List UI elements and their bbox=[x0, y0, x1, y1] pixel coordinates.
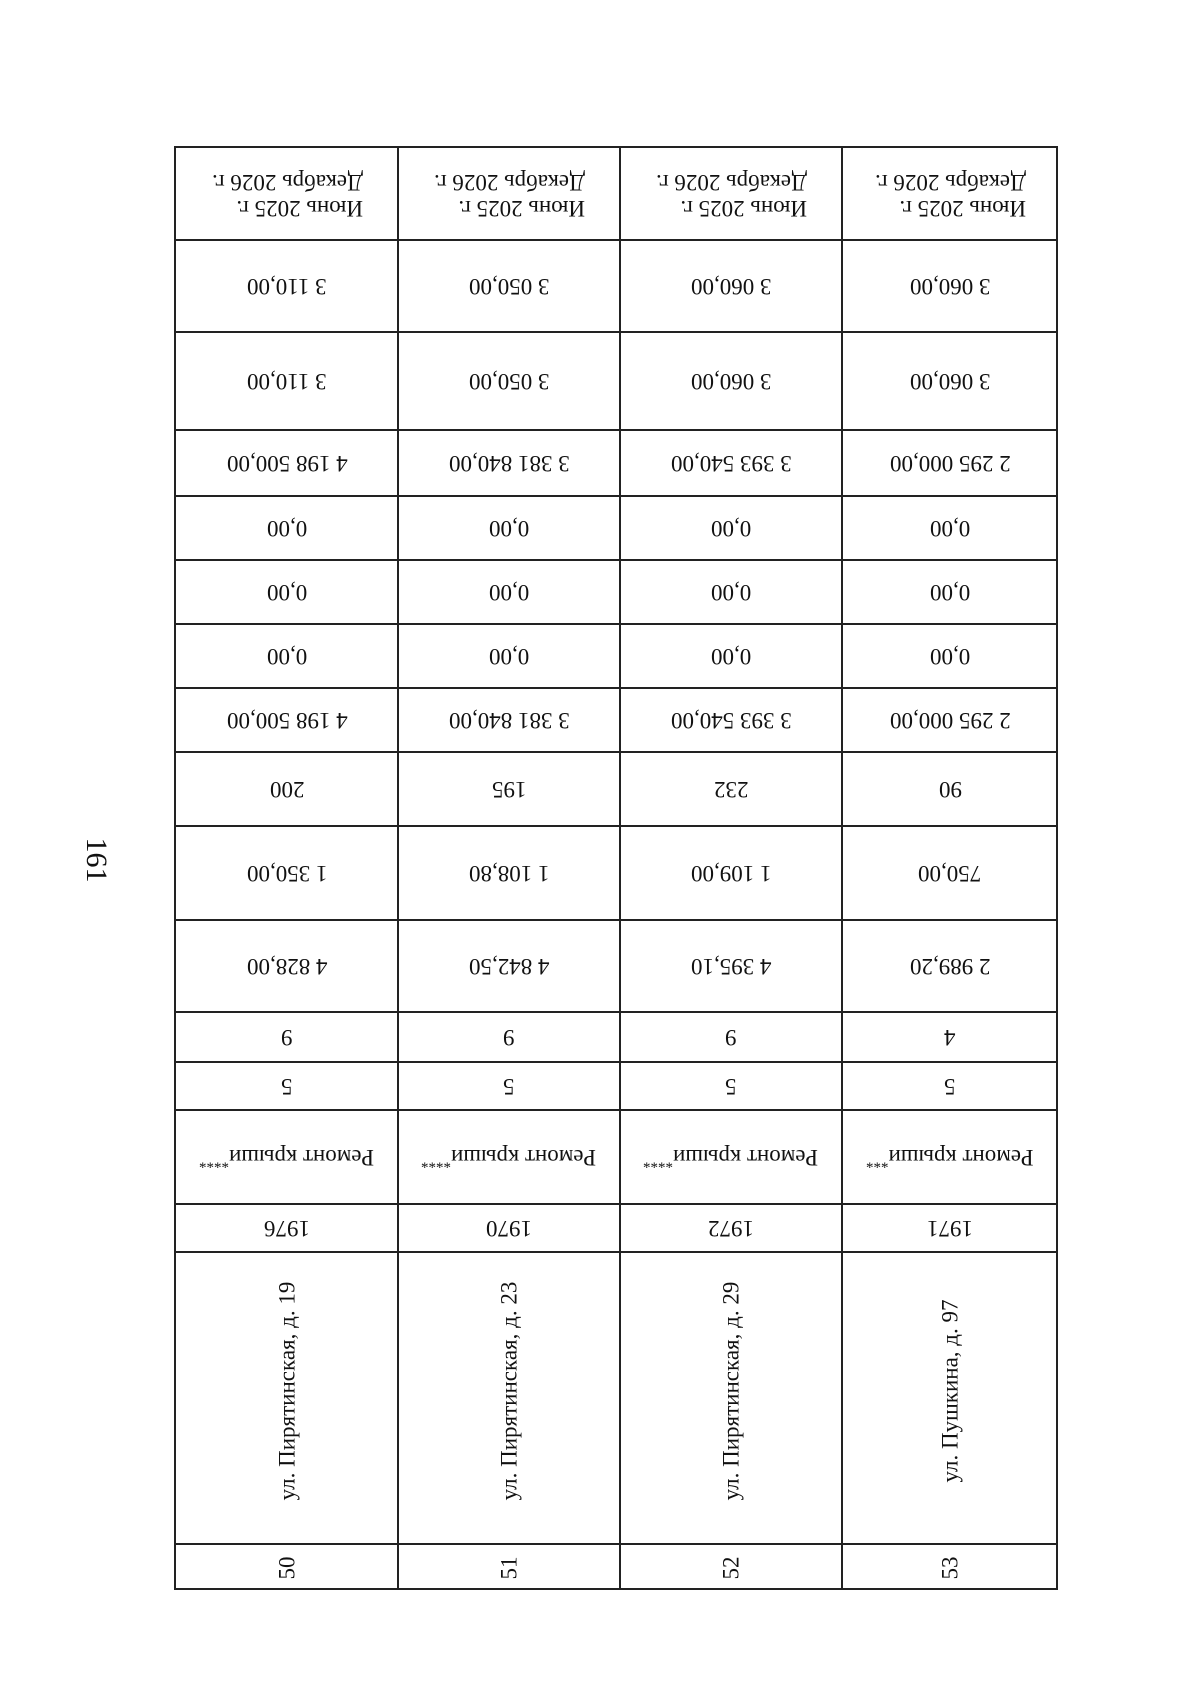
cell-row-number: 52 bbox=[718, 1556, 743, 1580]
cell-address: ул. Пирятинская, д. 29 bbox=[717, 1281, 743, 1501]
cell-col6: 9 bbox=[725, 1025, 737, 1050]
cell-period bbox=[176, 148, 398, 240]
cell-area: 2 989,20 bbox=[909, 954, 991, 979]
cell-period bbox=[398, 148, 620, 240]
cell-total: 4 198 500,00 bbox=[226, 451, 348, 476]
cell-col5: 5 bbox=[725, 1074, 737, 1099]
cell-row-number: 51 bbox=[496, 1556, 521, 1580]
period-end: Декабрь 2026 г. bbox=[211, 169, 363, 194]
cell-period bbox=[620, 148, 842, 240]
cell-owners: 2 295 000,00 bbox=[889, 708, 1011, 733]
cell-f2: 0,00 bbox=[710, 580, 752, 605]
cell-cost-limit: 3 110,00 bbox=[247, 274, 327, 299]
cell-residents: 195 bbox=[491, 777, 527, 802]
cell-row-number: 53 bbox=[937, 1556, 962, 1580]
period-end: Декабрь 2026 г. bbox=[874, 169, 1026, 194]
cell-total: 2 295 000,00 bbox=[889, 451, 1011, 476]
cell-row-number: 50 bbox=[274, 1556, 299, 1580]
cell-year: 1970 bbox=[486, 1216, 532, 1241]
cell-work-type: Ремонт крыши**** bbox=[643, 1144, 819, 1171]
cell-work-type: Ремонт крыши*** bbox=[866, 1144, 1034, 1171]
cell-col6: 9 bbox=[281, 1025, 293, 1050]
cell-area2: 1 108,80 bbox=[468, 861, 550, 886]
period-end: Декабрь 2026 г. bbox=[433, 169, 585, 194]
cell-cost-unit: 3 050,00 bbox=[468, 369, 550, 394]
cell-cost-limit: 3 060,00 bbox=[909, 274, 991, 299]
cell-address: ул. Пушкина, д. 97 bbox=[937, 1299, 962, 1483]
cell-area2: 750,00 bbox=[918, 861, 982, 886]
cell-residents: 90 bbox=[938, 777, 962, 802]
cell-cost-unit: 3 110,00 bbox=[247, 369, 327, 394]
period-start: Июнь 2025 г. bbox=[898, 195, 1026, 221]
cell-residents: 200 bbox=[269, 777, 305, 802]
cell-f2: 0,00 bbox=[266, 580, 308, 605]
cell-col5: 5 bbox=[503, 1074, 515, 1099]
cell-f3: 0,00 bbox=[266, 516, 308, 541]
period-start: Июнь 2025 г. bbox=[235, 195, 363, 221]
cell-area2: 1 109,00 bbox=[690, 861, 772, 886]
cell-year: 1971 bbox=[927, 1216, 973, 1241]
cell-address: ул. Пирятинская, д. 23 bbox=[495, 1281, 521, 1501]
repair-schedule-table bbox=[174, 146, 1058, 1590]
cell-area: 4 842,50 bbox=[468, 954, 550, 979]
cell-col5: 5 bbox=[944, 1074, 956, 1099]
period-start: Июнь 2025 г. bbox=[679, 195, 807, 221]
cell-period bbox=[842, 148, 1058, 240]
cell-owners: 4 198 500,00 bbox=[226, 708, 348, 733]
cell-col5: 5 bbox=[281, 1074, 293, 1099]
cell-f1: 0,00 bbox=[488, 644, 530, 669]
cell-cost-limit: 3 060,00 bbox=[690, 274, 772, 299]
cell-total: 3 381 840,00 bbox=[448, 451, 570, 476]
cell-owners: 3 381 840,00 bbox=[448, 708, 570, 733]
cell-f3: 0,00 bbox=[488, 516, 530, 541]
cell-work-type: Ремонт крыши**** bbox=[421, 1144, 597, 1171]
period-start: Июнь 2025 г. bbox=[457, 195, 585, 221]
cell-total: 3 393 540,00 bbox=[670, 451, 792, 476]
cell-work-type: Ремонт крыши**** bbox=[199, 1144, 375, 1171]
cell-cost-unit: 3 060,00 bbox=[690, 369, 772, 394]
period-end: Декабрь 2026 г. bbox=[655, 169, 807, 194]
cell-area: 4 828,00 bbox=[246, 954, 328, 979]
cell-area2: 1 350,00 bbox=[246, 861, 328, 886]
page-number: 161 bbox=[80, 837, 113, 883]
cell-owners: 3 393 540,00 bbox=[670, 708, 792, 733]
cell-address: ул. Пирятинская, д. 19 bbox=[273, 1281, 299, 1501]
cell-col6: 4 bbox=[944, 1025, 956, 1050]
cell-f2: 0,00 bbox=[929, 580, 971, 605]
cell-f1: 0,00 bbox=[266, 644, 308, 669]
cell-area: 4 395,10 bbox=[690, 954, 772, 979]
cell-f3: 0,00 bbox=[710, 516, 752, 541]
cell-cost-limit: 3 050,00 bbox=[468, 274, 550, 299]
cell-cost-unit: 3 060,00 bbox=[909, 369, 991, 394]
cell-year: 1972 bbox=[708, 1216, 754, 1241]
cell-f1: 0,00 bbox=[929, 644, 971, 669]
cell-residents: 232 bbox=[713, 777, 749, 802]
cell-f1: 0,00 bbox=[710, 644, 752, 669]
cell-f2: 0,00 bbox=[488, 580, 530, 605]
cell-f3: 0,00 bbox=[929, 516, 971, 541]
cell-year: 1976 bbox=[264, 1216, 310, 1241]
cell-col6: 9 bbox=[503, 1025, 515, 1050]
